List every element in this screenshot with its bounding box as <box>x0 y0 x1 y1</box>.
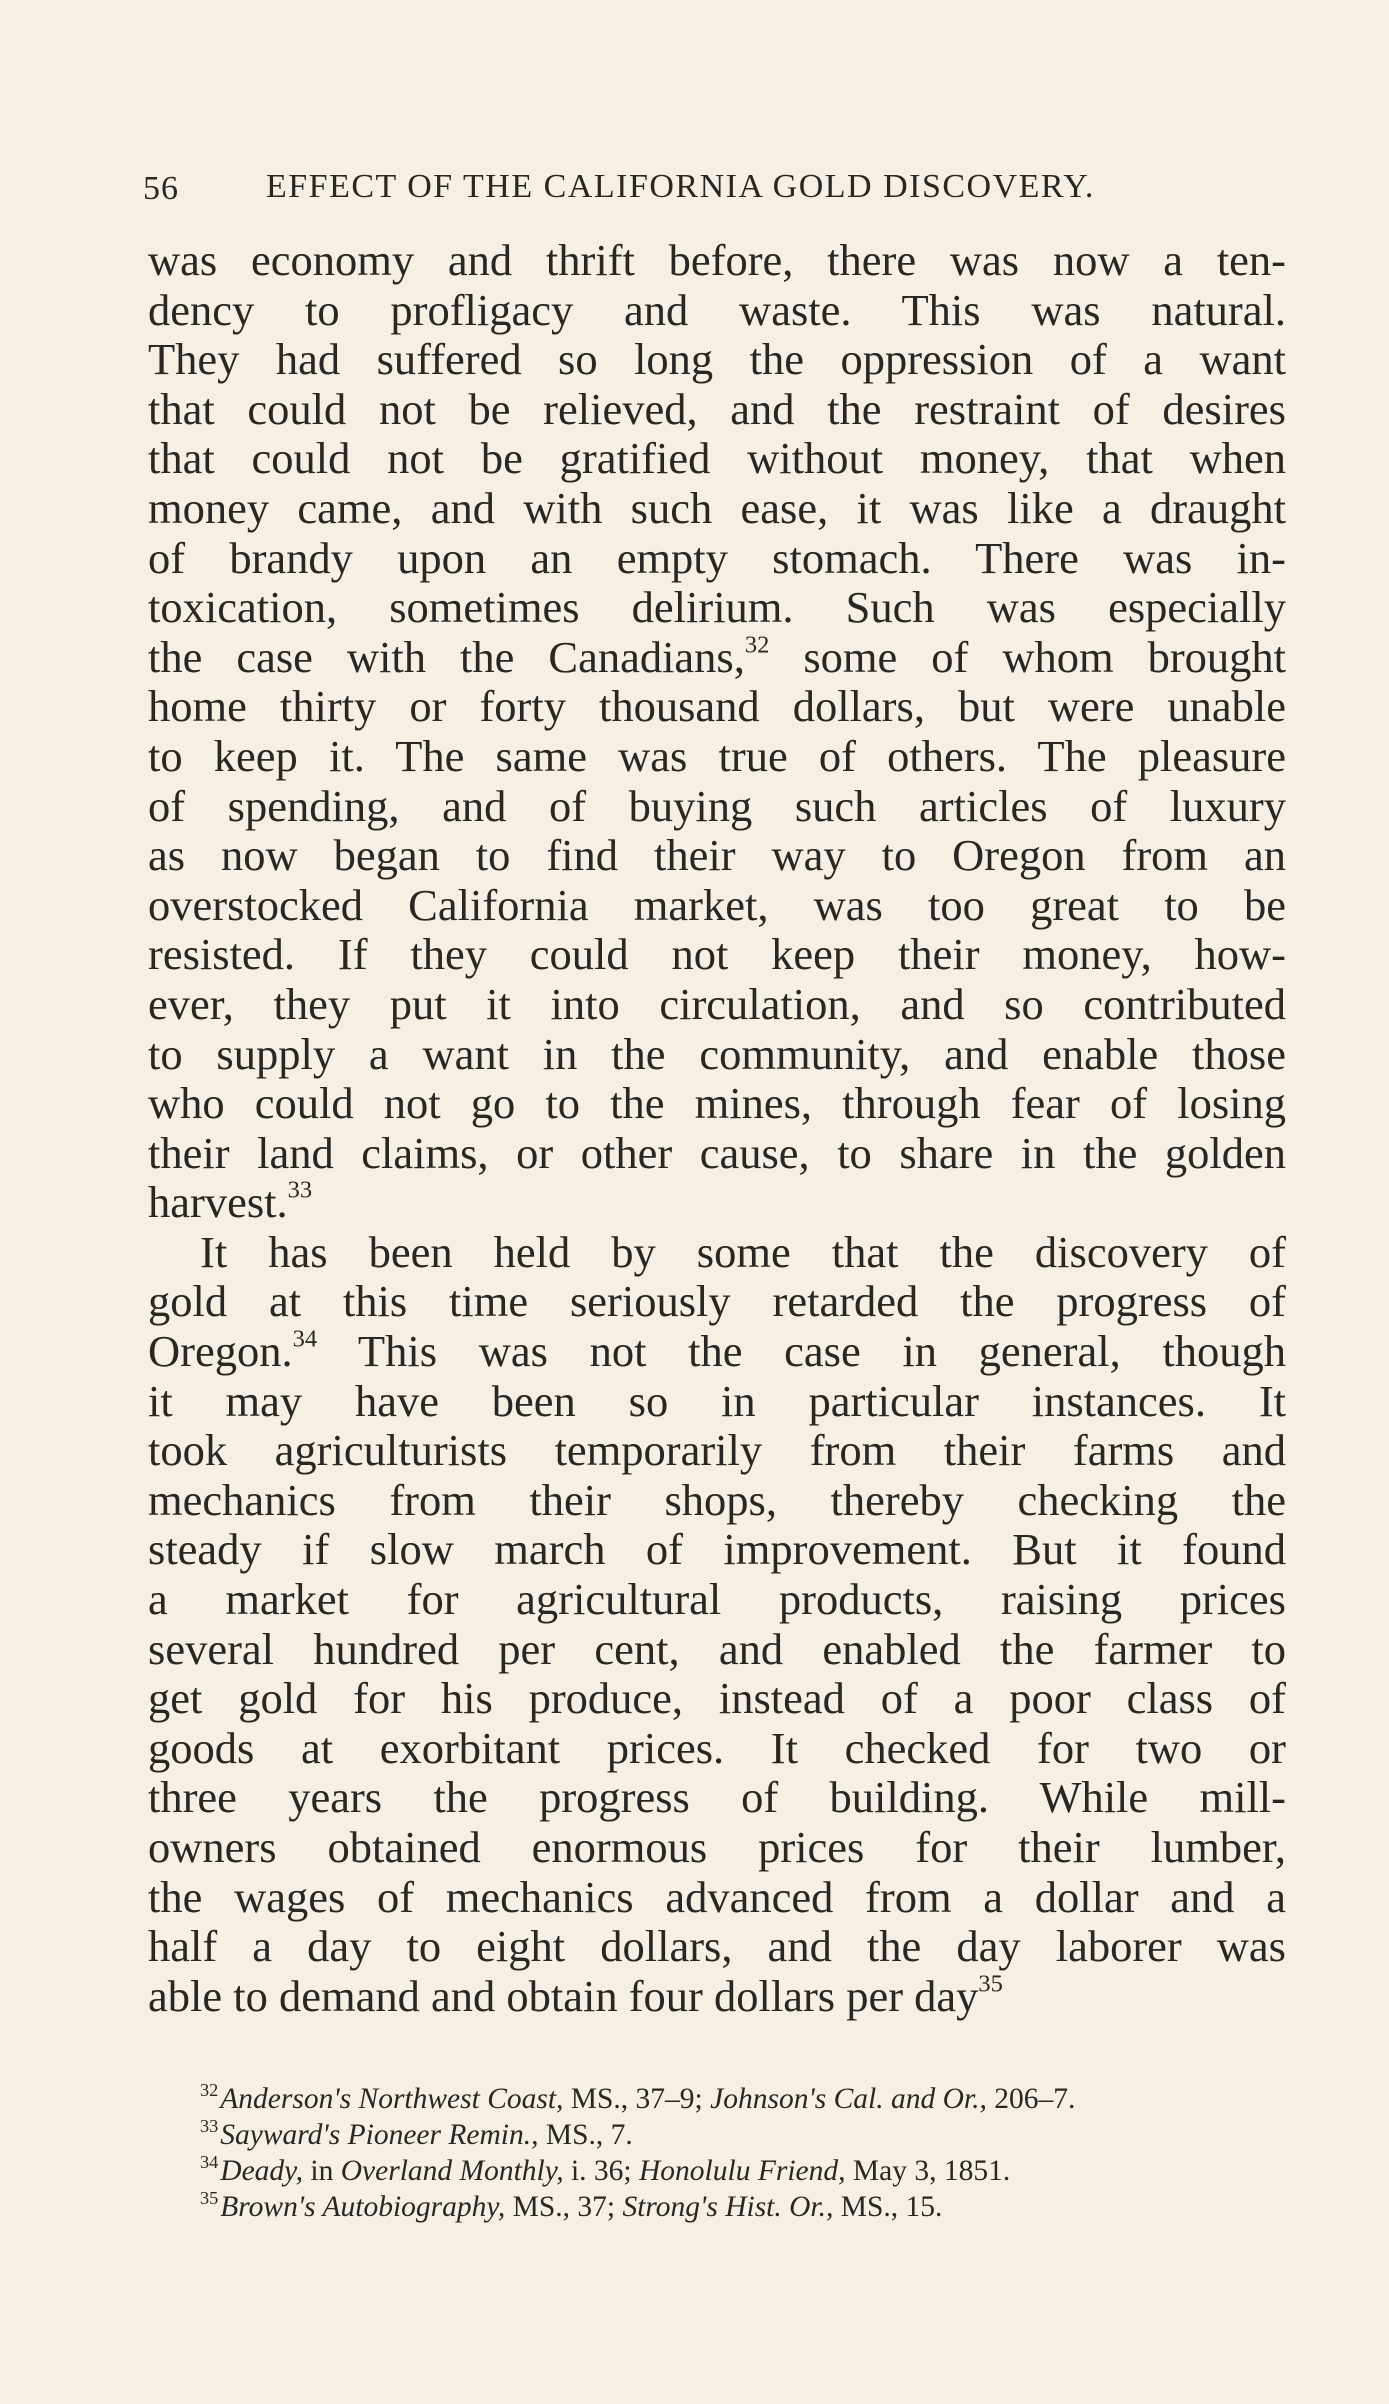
footnote-text: MS., 37–9; <box>563 2083 711 2115</box>
text-line-content: toxication, sometimes delirium. Such was especially <box>148 582 1286 633</box>
text-line <box>148 484 1286 534</box>
text-line-content: three years the progress of building. While mill- <box>148 1772 1286 1823</box>
body-text <box>148 236 1286 2021</box>
footnotes <box>200 2081 1290 2225</box>
text-line <box>148 1873 1286 1923</box>
footnote-text: i. 36; <box>563 2155 639 2187</box>
text-line <box>148 980 1286 1030</box>
text-line <box>148 1426 1286 1476</box>
text-line-content: that could not be relieved, and the restraint of desires <box>148 383 1286 434</box>
footnote-citation-title: Strong's Hist. Or., <box>622 2191 834 2223</box>
text-line-content: goods at exorbitant prices. It checked for two or <box>148 1722 1286 1773</box>
text-line <box>148 583 1286 633</box>
footnote-reference: 35 <box>978 1970 1003 1998</box>
text-line <box>148 1773 1286 1823</box>
footnote-text: 206–7. <box>986 2083 1076 2115</box>
text-line <box>148 1625 1286 1675</box>
footnote-citation-title: Johnson's Cal. and Or., <box>710 2083 987 2115</box>
text-line <box>148 1178 1286 1228</box>
text-line-content: the wages of mechanics advanced from a dollar and a <box>148 1871 1286 1922</box>
text-line <box>148 782 1286 832</box>
text-line-content: several hundred per cent, and enabled the farmer to <box>148 1623 1286 1674</box>
footnote-number: 35 <box>200 2188 219 2209</box>
text-line-content: mechanics from their shops, thereby checking the <box>148 1474 1286 1525</box>
footnote-text: MS., 7. <box>538 2119 633 2151</box>
text-line <box>148 1476 1286 1526</box>
footnote-text: May 3, 1851. <box>845 2155 1011 2187</box>
footnote-text: MS., 37; <box>505 2191 623 2223</box>
text-line <box>148 1228 1286 1278</box>
text-line <box>148 434 1286 484</box>
text-line-content: the case with the Canadians, <box>148 631 745 682</box>
text-line-content: was economy and thrift before, there was now a ten- <box>148 235 1286 285</box>
text-line <box>148 286 1286 336</box>
footnote-reference: 33 <box>287 1176 313 1204</box>
text-line-content: able to demand and obtain four dollars per day <box>148 1970 979 2021</box>
text-line <box>148 1327 1286 1377</box>
text-line-content: They had suffered so long the oppression of a want <box>148 334 1286 385</box>
text-line-content: steady if slow march of improvement. But it found <box>148 1524 1286 1575</box>
text-line-content: This was not the case in general, though <box>317 1326 1286 1377</box>
text-line <box>148 1972 1286 2022</box>
footnote <box>200 2117 1290 2153</box>
text-line-content: overstocked California market, was too great to be <box>148 879 1286 930</box>
text-line <box>148 1674 1286 1724</box>
text-line <box>148 732 1286 782</box>
text-line <box>148 385 1286 435</box>
footnote <box>200 2081 1290 2117</box>
text-line-content: half a day to eight dollars, and the day laborer was <box>148 1921 1286 1972</box>
text-line-content: a market for agricultural products, raising prices <box>148 1574 1286 1625</box>
text-line-content: who could not go to the mines, through fear of losing <box>148 1078 1286 1129</box>
footnote-citation-title: Overland Monthly, <box>340 2155 564 2187</box>
text-line-content: some of whom brought <box>769 631 1286 682</box>
text-line-content: to supply a want in the community, and enable those <box>148 1028 1286 1079</box>
footnote-number: 33 <box>200 2116 219 2137</box>
text-line <box>148 1724 1286 1774</box>
running-title: EFFECT OF THE CALIFORNIA GOLD DISCOVERY. <box>266 168 1095 205</box>
text-line-content: harvest. <box>148 1177 288 1228</box>
text-line <box>148 1129 1286 1179</box>
text-line <box>148 1823 1286 1873</box>
text-line-content: owners obtained enormous prices for their lumber, <box>148 1822 1286 1872</box>
text-line <box>148 633 1286 683</box>
text-line-content: gold at this time seriously retarded the progress of <box>148 1276 1286 1327</box>
text-line <box>148 831 1286 881</box>
footnote <box>200 2153 1290 2189</box>
text-line <box>148 1030 1286 1080</box>
footnote <box>200 2189 1290 2225</box>
text-line <box>148 881 1286 931</box>
footnote-citation-title: Anderson's Northwest Coast, <box>220 2083 564 2115</box>
footnote-citation-title: Sayward's Pioneer Remin., <box>220 2119 539 2151</box>
text-line-content: It has been held by some that the discovery of <box>200 1226 1286 1277</box>
text-line-content: money came, and with such ease, it was like a draught <box>148 482 1286 533</box>
text-line <box>148 930 1286 980</box>
footnote-reference: 32 <box>744 631 770 659</box>
footnote-text: MS., 15. <box>833 2191 943 2223</box>
text-line <box>148 682 1286 732</box>
footnote-reference: 34 <box>292 1325 318 1353</box>
text-line <box>148 236 1286 286</box>
text-line-content: took agriculturists temporarily from their farms and <box>148 1425 1286 1476</box>
text-line <box>148 335 1286 385</box>
footnote-citation-title: Honolulu Friend, <box>639 2155 846 2187</box>
text-line-content: that could not be gratified without money, that when <box>148 433 1286 484</box>
text-line-content: get gold for his produce, instead of a poor class of <box>148 1673 1286 1724</box>
text-line <box>148 1922 1286 1972</box>
footnote-citation-title: Deady, <box>220 2155 304 2187</box>
text-line-content: dency to profligacy and waste. This was natural. <box>148 284 1286 335</box>
footnote-number: 32 <box>200 2080 219 2101</box>
text-line-content: resisted. If they could not keep their money, how- <box>148 929 1286 980</box>
text-line-content: of brandy upon an empty stomach. There was in- <box>148 532 1286 583</box>
text-line-content: to keep it. The same was true of others. The pleasure <box>148 730 1286 781</box>
text-line-content: it may have been so in particular instances. It <box>148 1375 1286 1426</box>
footnote-number: 34 <box>200 2152 219 2173</box>
text-line-content: of spending, and of buying such articles of luxury <box>148 780 1286 831</box>
text-line <box>148 1525 1286 1575</box>
page-number: 56 <box>143 170 179 207</box>
text-line <box>148 534 1286 584</box>
page-header <box>143 158 1293 208</box>
text-line <box>148 1277 1286 1327</box>
text-line-content: as now began to find their way to Oregon from an <box>148 830 1286 881</box>
text-line-content: their land claims, or other cause, to share in the golden <box>148 1127 1286 1178</box>
text-line <box>148 1079 1286 1129</box>
footnote-text: in <box>303 2155 341 2187</box>
text-line-content: Oregon. <box>148 1326 293 1377</box>
text-line-content: home thirty or forty thousand dollars, but were unable <box>148 681 1286 732</box>
text-line-content: ever, they put it into circulation, and so contributed <box>148 978 1286 1029</box>
footnote-citation-title: Brown's Autobiography, <box>220 2191 506 2223</box>
text-line <box>148 1575 1286 1625</box>
text-line <box>148 1377 1286 1427</box>
